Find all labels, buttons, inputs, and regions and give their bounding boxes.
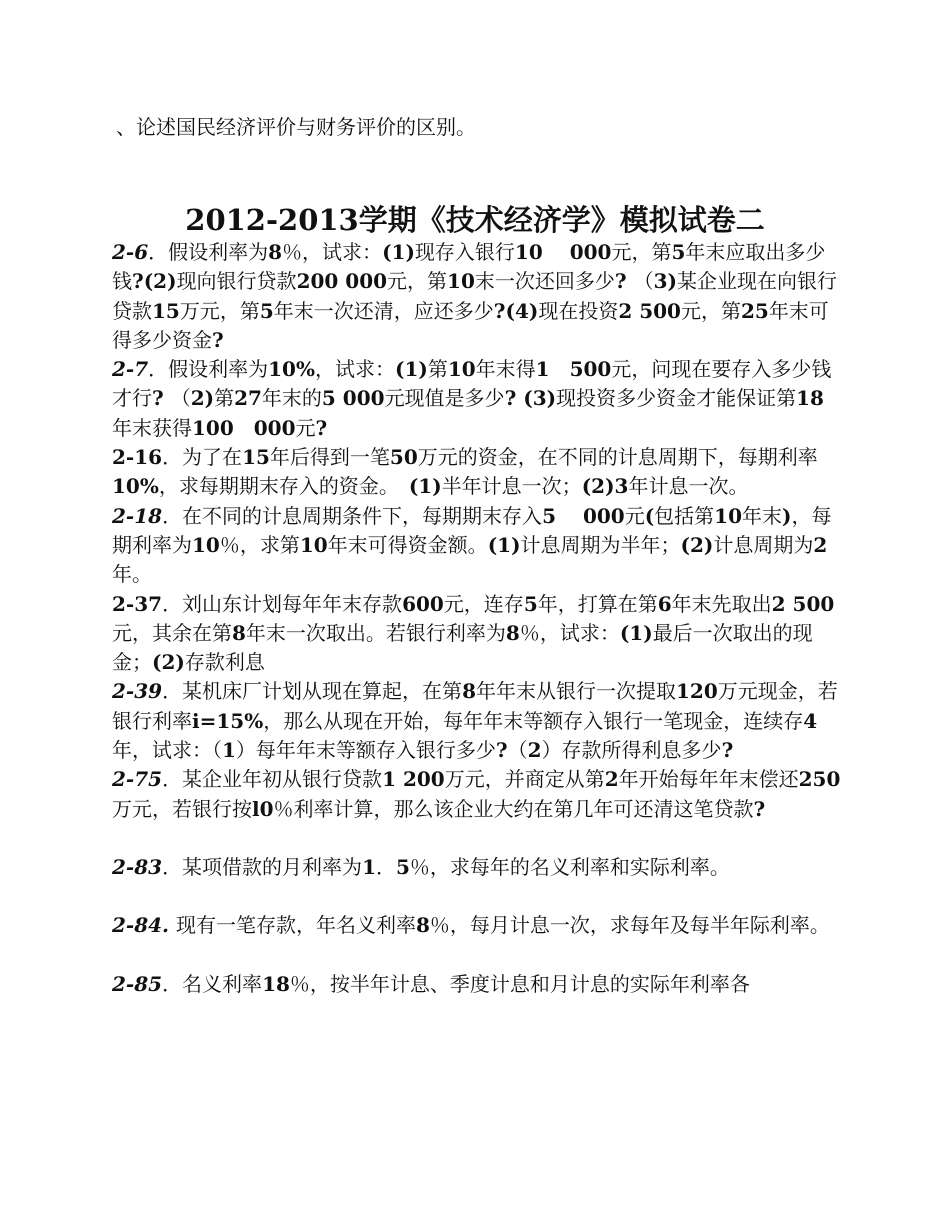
problem-2-39 xyxy=(112,677,842,765)
problem-list xyxy=(112,238,842,999)
problem-number: 2-7 xyxy=(112,357,149,382)
problem-number: 2-37 xyxy=(112,591,163,616)
problem-text: ．某企业年初从银行贷款1 200万元，并商定从第2年开始每年年末偿还250万元，若银行按l0％利率计算，那么该企业大约在第几年可还清这笔贷款? xyxy=(112,767,841,821)
problem-text: ．为了在15年后得到一笔50万元的资金，在不同的计息周期下，每期利率10%，求每期期末存入的资金。 (1)半年计息一次；(2)3年计息一次。 xyxy=(112,445,818,499)
problem-2-75 xyxy=(112,765,842,824)
problem-number: 2-39 xyxy=(112,679,163,704)
problem-number: 2-6 xyxy=(112,240,149,264)
problem-text: 现有一笔存款，年名义利率8％，每月计息一次，求每年及每半年际利率。 xyxy=(175,913,830,938)
problem-2-16 xyxy=(112,443,842,502)
problem-text: ．某项借款的月利率为1．5％，求每年的名义利率和实际利率。 xyxy=(162,854,730,879)
problem-text: ．在不同的计息周期条件下，每期期末存入5 000元(包括第10年末)，每期利率为10％，求第10年末可得资金额。(1)计息周期为半年；(2)计息周期为2年。 xyxy=(112,503,832,587)
problem-text: ．假设利率为8％，试求：(1)现存入银行10 000元，第5年末应取出多少钱?(2)现向银行贷款200 000元，第10末一次还回多少? （3)某企业现在向银行贷款15万元，第5年末一次还清，应还多少?(4)现在投资2 500元，第25年末可得多少资金? xyxy=(112,240,837,352)
problem-text: ．假设利率为10%，试求：(1)第10年末得1 500元，问现在要存入多少钱才行? （2)第27年末的5 000元现值是多少? (3)现投资多少资金才能保证第18年末获得100 000元? xyxy=(112,357,832,440)
problem-2-37 xyxy=(112,590,842,678)
problem-text: ．某机床厂计划从现在算起，在第8年年末从银行一次提取120万元现金，若银行利率i=15%，那么从现在开始，每年年末等额存入银行一笔现金，连续存4年，试求：（1）每年年末等额存入银行多少?（2）存款所得利息多少? xyxy=(112,679,838,763)
problem-number: 2-84. xyxy=(112,913,170,938)
problem-2-84 xyxy=(112,911,842,940)
problem-number: 2-16 xyxy=(112,445,163,470)
problem-text: ．名义利率18％，按半年计息、季度计息和月计息的实际年利率各 xyxy=(162,971,750,996)
problem-number: 2-18 xyxy=(112,503,163,528)
problem-2-18 xyxy=(112,502,842,590)
problem-2-7 xyxy=(112,355,842,443)
intro-question: 、论述国民经济评价与财务评价的区别。 xyxy=(116,115,476,139)
problem-2-6 xyxy=(112,238,842,355)
problem-2-83 xyxy=(112,853,842,882)
page-title: 2012-2013学期《技术经济学》模拟试卷二 xyxy=(185,203,765,237)
problem-number: 2-83 xyxy=(112,854,163,879)
problem-number: 2-75 xyxy=(112,767,163,792)
problem-2-85 xyxy=(112,970,842,999)
problem-text: ．刘山东计划每年年末存款600元，连存5年，打算在第6年末先取出2 500元，其余在第8年末一次取出。若银行利率为8％，试求：(1)最后一次取出的现金；(2)存款利息 xyxy=(112,591,835,675)
problem-number: 2-85 xyxy=(112,971,163,996)
